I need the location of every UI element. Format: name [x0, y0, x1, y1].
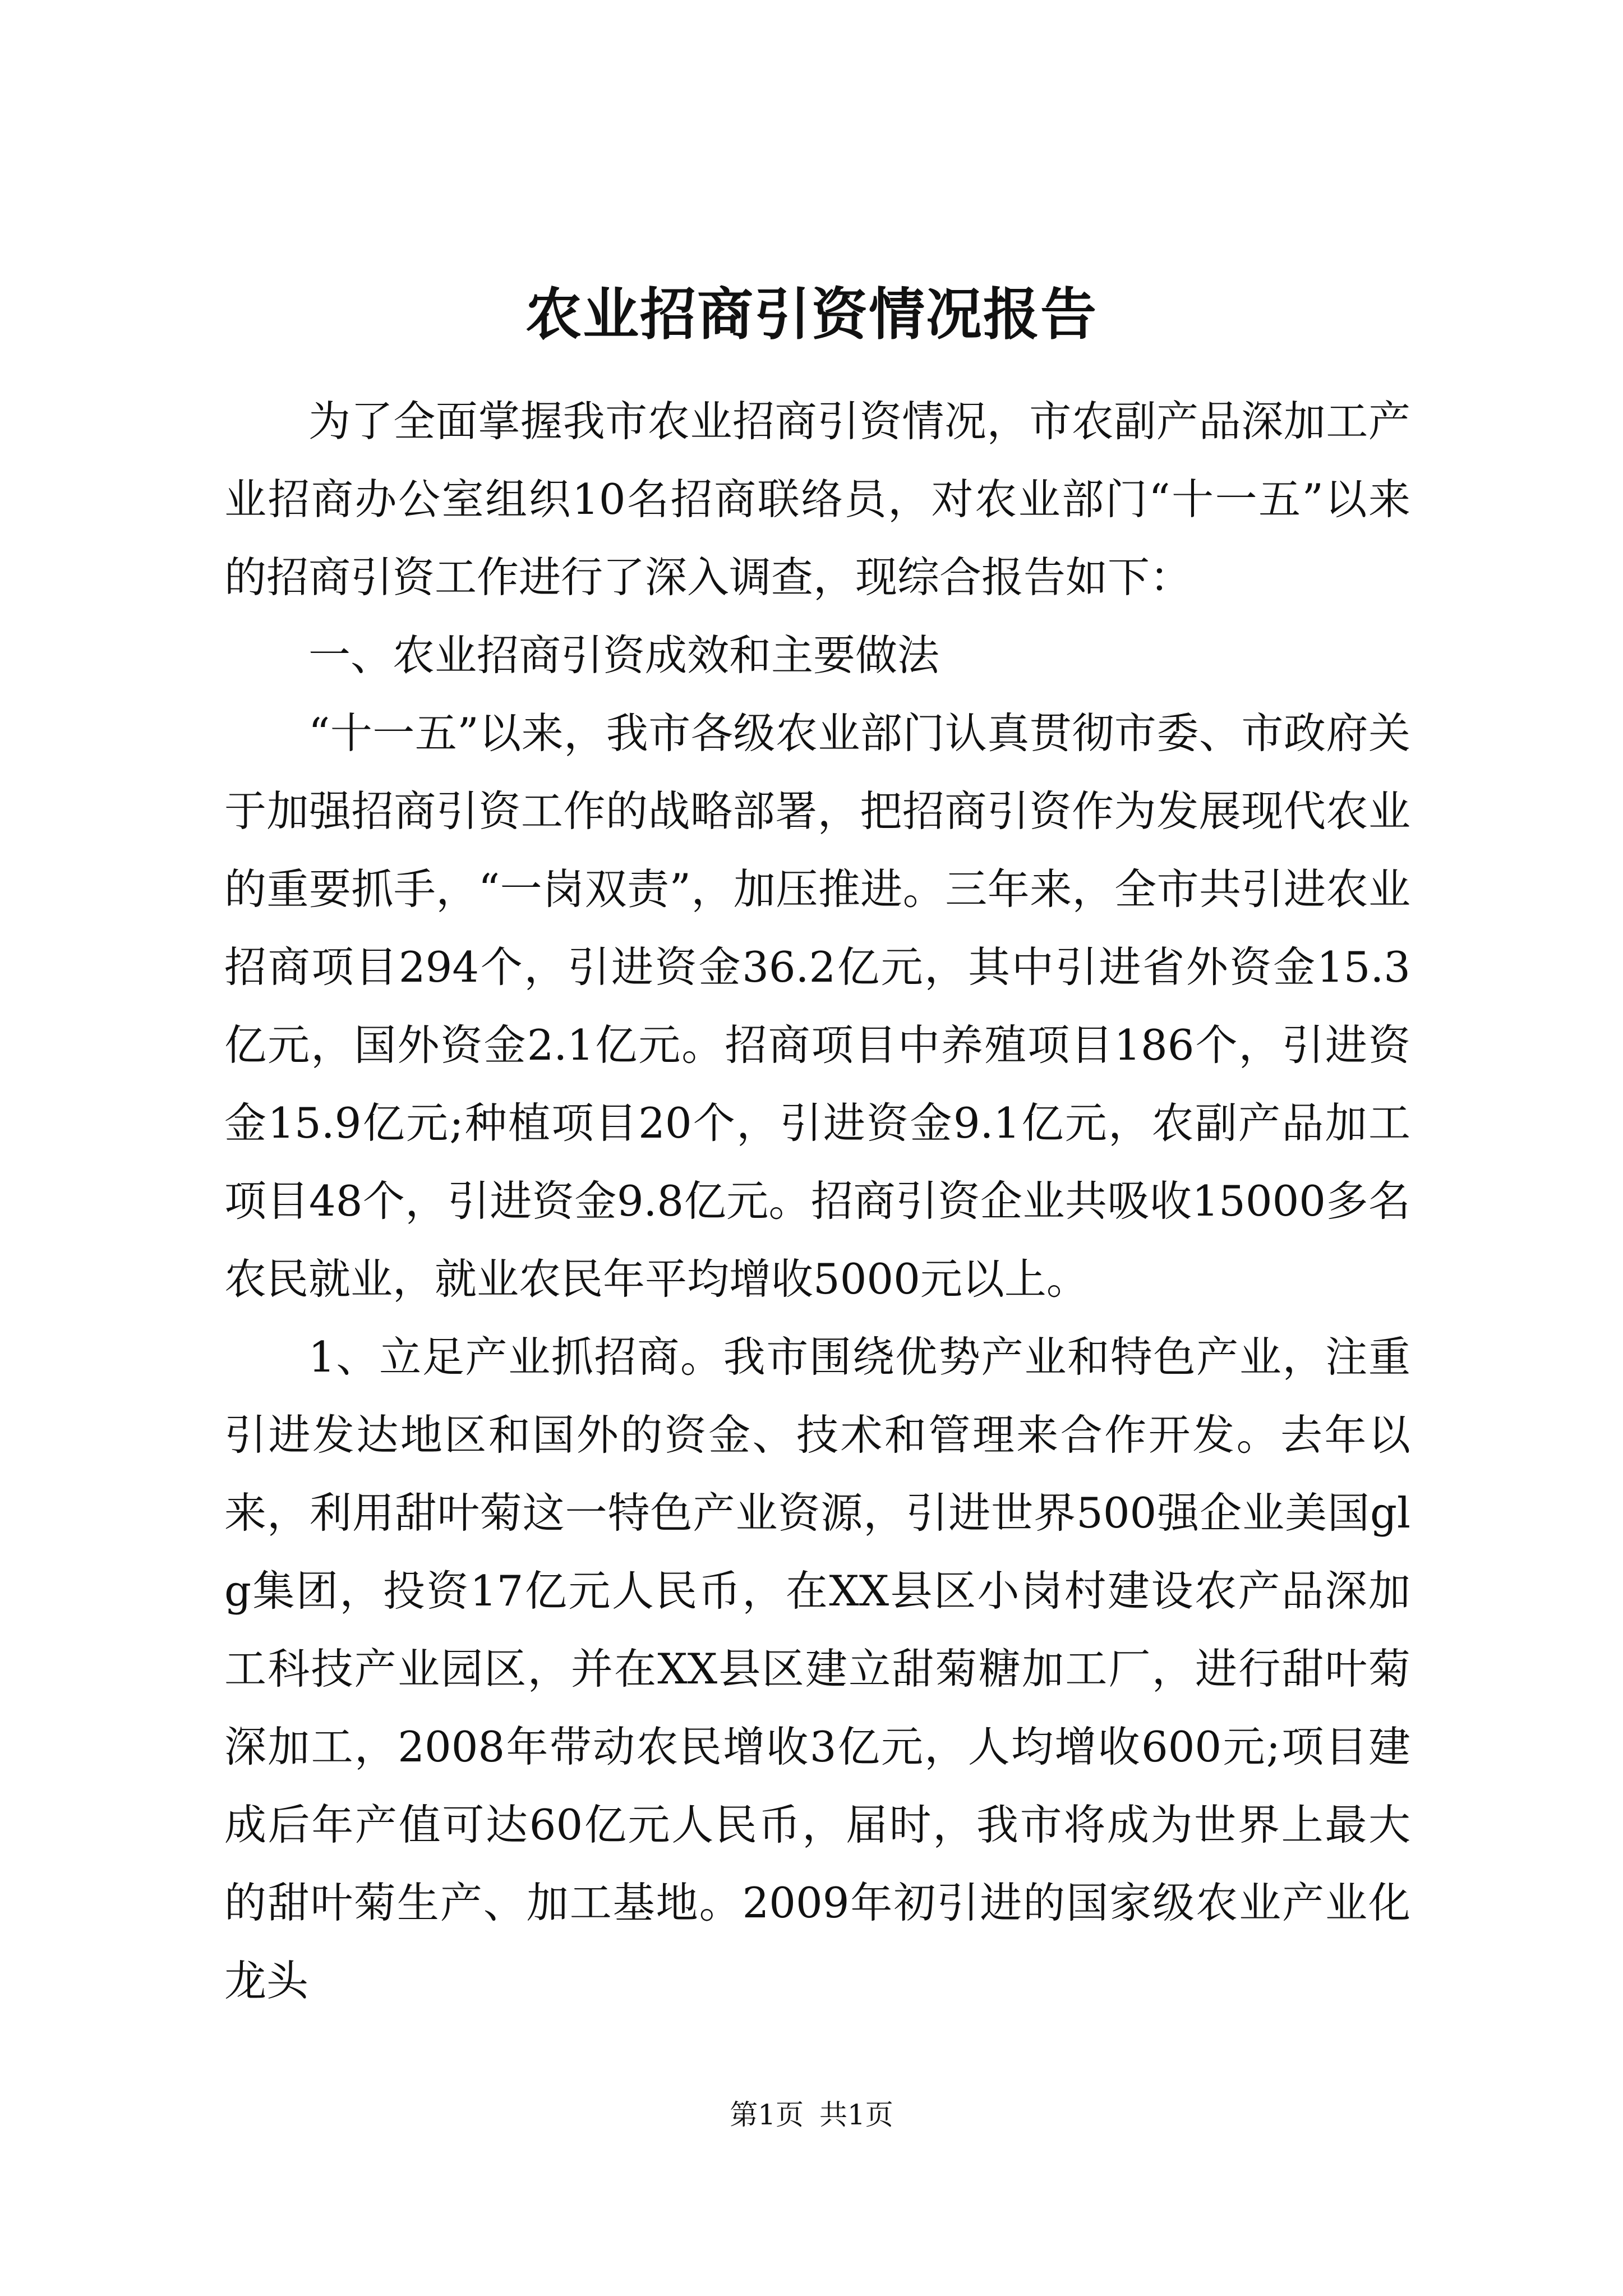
document-title: 农业招商引资情况报告 — [525, 281, 1098, 347]
page-total: 共1页 — [819, 2099, 893, 2131]
page-footer — [0, 2095, 1623, 2134]
paragraph-overview: “十一五”以来，我市各级农业部门认真贯彻市委、市政府关于加强招商引资工作的战略部署，把招商引资作为发展现代农业的重要抓手，“一岗双责”，加压推进。三年来，全市共引进农业招商项目294个，引进资金36.2亿元，其中引进省外资金15.3亿元，国外资金2.1亿元。招商项目中养殖项目186个，引进资金15.9亿元;种植项目20个，引进资金9.1亿元，农副产品加工项目48个，引进资金9.8亿元。招商引资企业共吸收15000多名农民就业，就业农民年平均增收5000元以上。 — [224, 708, 1410, 1304]
paragraph-industry: 1、立足产业抓招商。我市围绕优势产业和特色产业，注重引进发达地区和国外的资金、技术和管理来合作开发。去年以来，利用甜叶菊这一特色产业资源，引进世界500强企业美国glg集团，投资17亿元人民币，在XX县区小岗村建设农产品深加工科技产业园区，并在XX县区建立甜菊糖加工厂，进行甜叶菊深加工，2008年带动农民增收3亿元，人均增收600元;项目建成后年产值可达60亿元人民币，届时，我市将成为世界上最大的甜叶菊生产、加工基地。2009年初引进的国家级农业产业化龙头 — [224, 1332, 1410, 2005]
section-heading: 一、农业招商引资成效和主要做法 — [308, 631, 940, 680]
document-body — [224, 383, 1410, 2020]
paragraph-intro: 为了全面掌握我市农业招商引资情况，市农副产品深加工产业招商办公室组织10名招商联络员，对农业部门“十一五”以来的招商引资工作进行了深入调查，现综合报告如下： — [224, 397, 1410, 602]
page-number: 第1页 — [730, 2099, 804, 2131]
